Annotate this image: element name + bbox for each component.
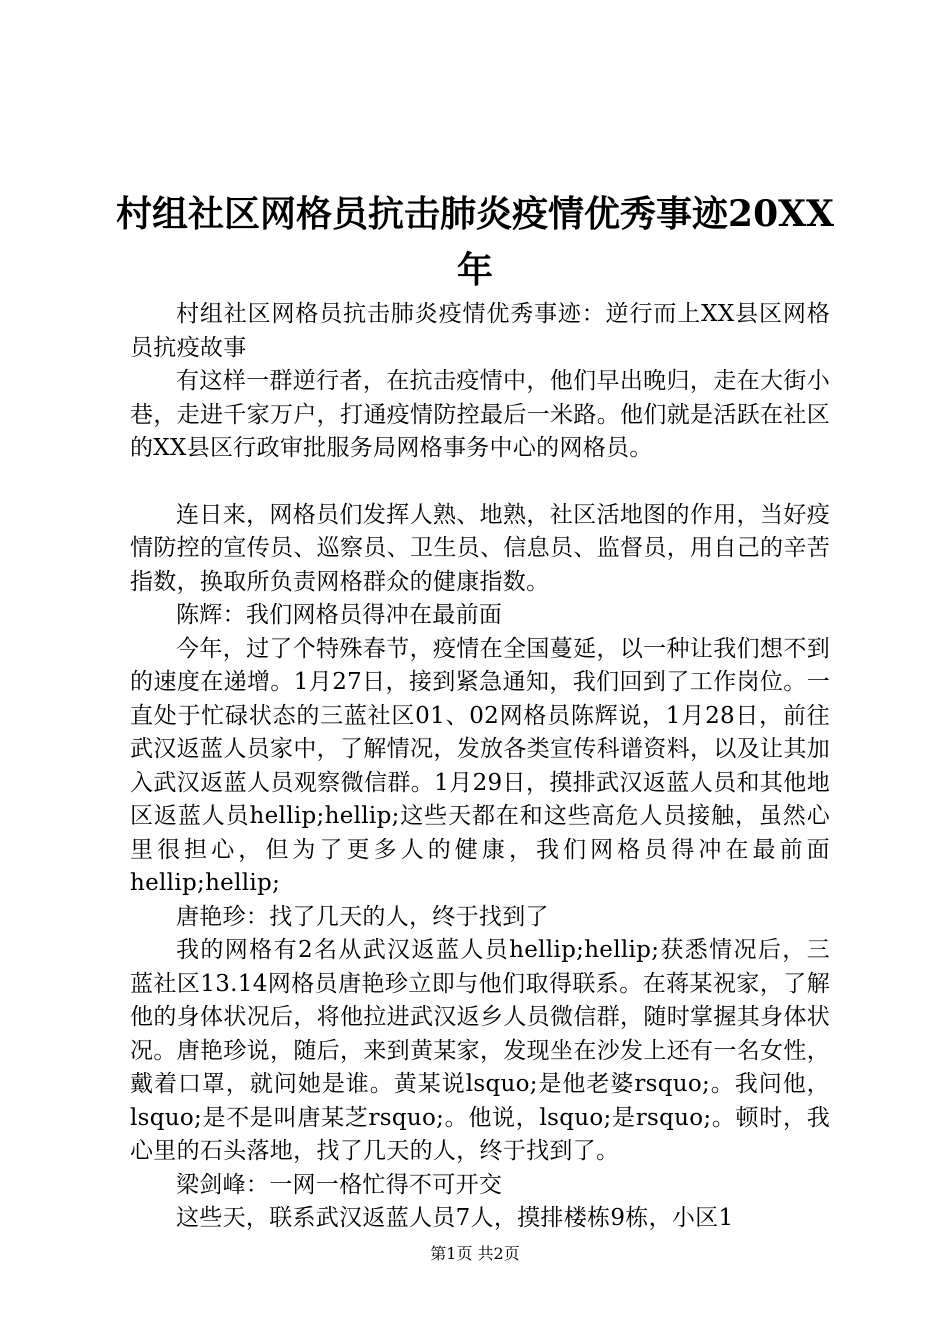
paragraph-summary: 连日来，网格员们发挥人熟、地熟，社区活地图的作用，当好疫情防控的宣传员、巡察员、卫生员、信息员、监督员，用自己的辛苦指数，换取所负责网格群众的健康指数。 <box>130 501 830 595</box>
section-heading-liang-jianfeng: 梁剑峰：一网一格忙得不可开交 <box>176 1171 503 1198</box>
paragraph-tang-yanzhen: 我的网格有2名从武汉返蓝人员hellip;hellip;获悉情况后，三蓝社区13.14网格员唐艳珍立即与他们取得联系。在蒋某祝家，了解他的身体状况后，将他拉进武汉返乡人员微信群，随时掌握其身体状况。唐艳珍说，随后，来到黄某家，发现坐在沙发上还有一名女性，戴着口罩，就问她是谁。黄某说lsquo;是他老婆rsquo;。我问他，lsquo;是不是叫唐某芝rsquo;。他说，lsquo;是rsquo;。顿时，我心里的石头落地，找了几天的人，终于找到了。 <box>130 937 830 1164</box>
document-title-line-1: 村组社区网格员抗击肺炎疫情优秀事迹20XX <box>116 193 834 235</box>
section-heading-tang-yanzhen: 唐艳珍：找了几天的人，终于找到了 <box>176 903 549 930</box>
document-title <box>100 186 850 298</box>
paragraph-liang-jianfeng: 这些天，联系武汉返蓝人员7人，摸排楼栋9栋，小区1 <box>176 1205 734 1231</box>
section-heading-chen-hui: 陈辉：我们网格员得冲在最前面 <box>176 602 503 628</box>
document-body <box>130 298 830 1236</box>
paragraph-intro: 有这样一群逆行者，在抗击疫情中，他们早出晚归，走在大街小巷，走进千家万户，打通疫情防控最后一米路。他们就是活跃在社区的XX县区行政审批服务局网格事务中心的网格员。 <box>130 368 830 461</box>
document-title-line-2: 年 <box>456 249 493 291</box>
page-footer: 第1页 共2页 <box>430 1244 520 1263</box>
paragraph-subtitle: 村组社区网格员抗击肺炎疫情优秀事迹：逆行而上XX县区网格员抗疫故事 <box>130 301 830 361</box>
paragraph-chen-hui: 今年，过了个特殊春节，疫情在全国蔓延，以一种让我们想不到的速度在递增。1月27日，接到紧急通知，我们回到了工作岗位。一直处于忙碌状态的三蓝社区01、02网格员陈辉说，1月28日，前往武汉返蓝人员家中，了解情况，发放各类宣传科谱资料，以及让其加入武汉返蓝人员观察微信群。1月29日，摸排武汉返蓝人员和其他地区返蓝人员hellip;hellip;这些天都在和这些高危人员接触，虽然心里很担心，但为了更多人的健康，我们网格员得冲在最前面hellip;hellip; <box>130 635 830 896</box>
